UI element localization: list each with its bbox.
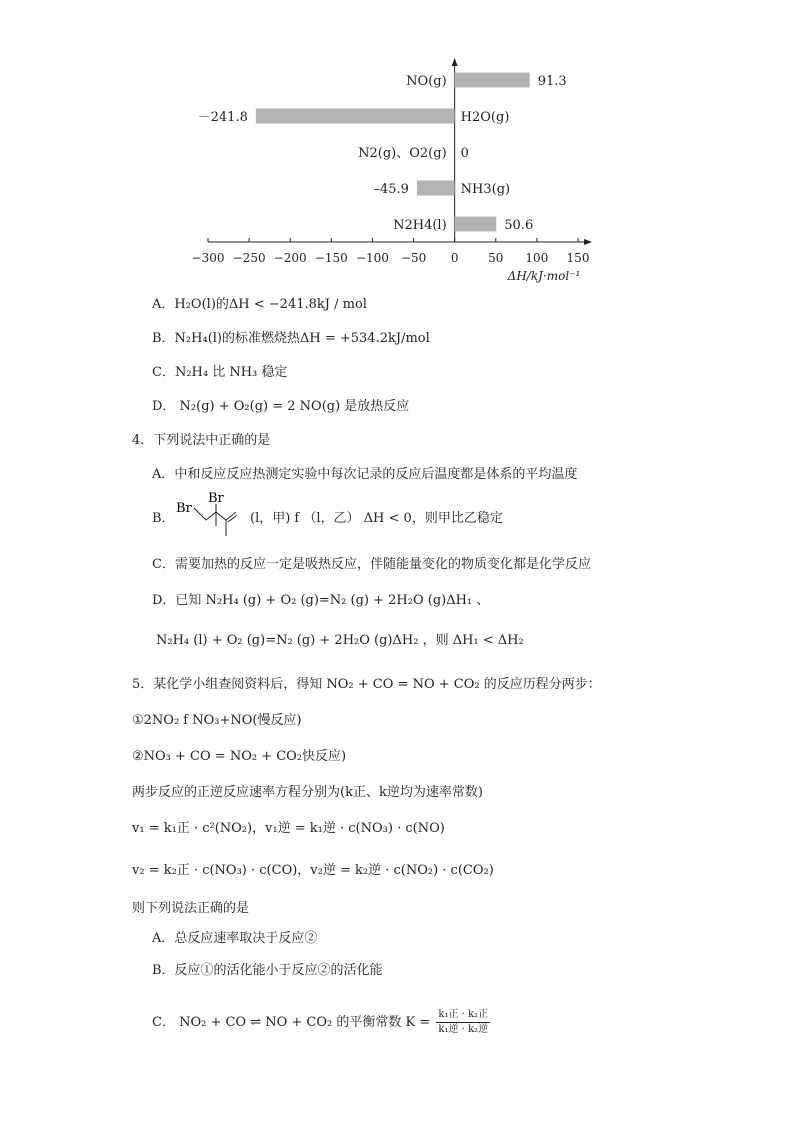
value-label: 91.3 [537,74,567,89]
bar-1 [256,109,455,124]
q5-option-c-text: C． NO₂ + CO ⇌ NO + CO₂ 的平衡常数 K = [152,1015,431,1030]
x-tick-label: −300 [191,251,225,265]
q5-rate-intro: 两步反应的正逆反应速率方程分别为(k正、k逆均为速率常数) [132,785,483,800]
value-label: 0 [460,146,469,161]
category-label: NO(g) [406,74,447,89]
q4-stem: 4．下列说法中正确的是 [132,433,271,448]
q4-option-b-molecule [172,490,248,542]
q5-rate-eq1: v₁ = k₁正 · c²(NO₂)，v₁逆 = k₁逆 · c(NO₃) · c(NO) [132,821,445,836]
x-tick-label: 100 [525,251,549,265]
q3-option-a: A．H₂O(l)的ΔH < −241.8kJ / mol [152,297,367,312]
x-tick-label: −150 [314,251,348,265]
y-axis-arrow [452,58,458,66]
category-label: H2O(g) [460,110,510,125]
x-axis-label: ΔH/kJ·mol⁻¹ [507,269,581,283]
category-label: NH3(g) [460,182,511,197]
q4-option-b-text: (l，甲) f （l，乙） ΔH < 0，则甲比乙稳定 [250,511,503,526]
q5-stem: 5．某化学小组查阅资料后，得知 NO₂ + CO = NO + CO₂ 的反应历程分两步： [132,677,601,692]
q4-option-d-line2: N₂H₄ (l) + O₂ (g)=N₂ (g) + 2H₂O (g)ΔH₂ ，则 ΔH₁ < ΔH₂ [156,633,524,648]
q5-option-c [152,1008,490,1037]
x-tick-label: 150 [566,251,590,265]
x-tick-label: 0 [450,251,459,265]
x-tick-label: 50 [488,251,504,265]
equilibrium-constant-fraction [436,1008,490,1037]
x-tick-label: −50 [400,251,427,265]
q5-rate-eq2: v₂ = k₂正 · c(NO₃) · c(CO)，v₂逆 = k₂逆 · c(NO₂) · c(CO₂) [132,863,494,878]
bar-4 [455,217,497,232]
q5-step2: ②NO₃ + CO = NO₂ + CO₂快反应) [132,749,347,764]
x-tick-label: −200 [273,251,307,265]
value-label: －241.8 [197,110,248,125]
q3-option-d: D． N₂(g) + O₂(g) = 2 NO(g) 是放热反应 [152,399,410,414]
fraction-numerator: k₁正 · k₂正 [436,1008,490,1023]
bar-0 [455,73,530,88]
enthalpy-bar-chart [0,0,794,300]
q5-option-b: B．反应①的活化能小于反应②的活化能 [152,963,383,978]
value-label: –45.9 [373,182,409,197]
q5-option-a: A．总反应速率取决于反应② [152,931,318,946]
x-axis-arrow [584,239,592,245]
molecule-br-left: Br [176,501,192,516]
q4-option-c: C．需要加热的反应一定是吸热反应，伴随能量变化的物质变化都是化学反应 [152,557,591,572]
q4-option-b-prefix: B． [152,511,175,526]
q3-option-c: C．N₂H₄ 比 NH₃ 稳定 [152,365,288,380]
q4-option-d-line1: D．已知 N₂H₄ (g) + O₂ (g)=N₂ (g) + 2H₂O (g)ΔH₁ 、 [152,593,490,608]
x-tick-label: −250 [232,251,266,265]
value-label: 50.6 [504,218,534,233]
q3-option-b: B．N₂H₄(l)的标准燃烧热ΔH = +534.2kJ/mol [152,331,430,346]
category-label: N2(g)、O2(g) [358,146,447,161]
q4-option-a: A．中和反应反应热测定实验中每次记录的反应后温度都是体系的平均温度 [152,467,578,482]
bar-3 [417,181,455,196]
q5-step1: ①2NO₂ f NO₃+NO(慢反应) [132,713,302,728]
x-tick-label: −100 [355,251,389,265]
category-label: N2H4(l) [393,218,447,233]
fraction-denominator: k₁逆 · k₂逆 [438,1024,489,1035]
molecule-br-top: Br [208,491,224,506]
q5-ask: 则下列说法正确的是 [132,901,250,916]
